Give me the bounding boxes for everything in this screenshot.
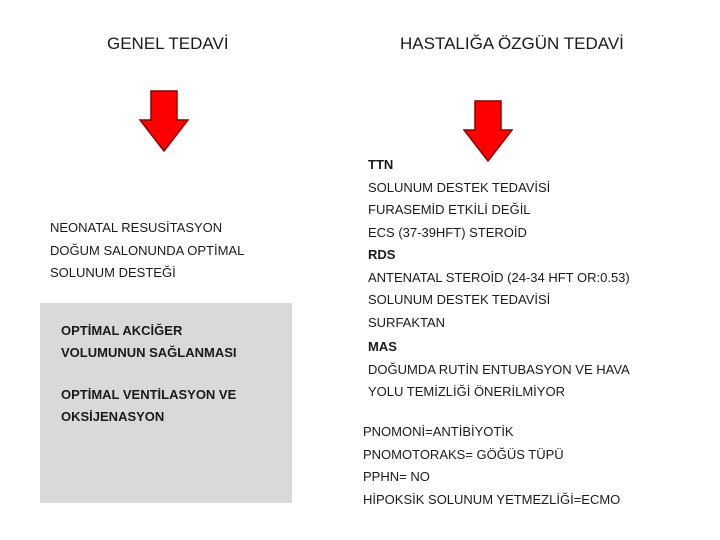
right-down-arrow-icon bbox=[463, 100, 513, 162]
footer-line: PNOMONİ=ANTİBİYOTİK bbox=[363, 424, 514, 439]
disease-specific-list bbox=[368, 154, 630, 404]
section-line: YOLU TEMİZLİĞİ ÖNERİLMİYOR bbox=[368, 384, 565, 399]
section-line: DOĞUMDA RUTİN ENTUBASYON VE HAVA bbox=[368, 361, 630, 377]
section-line: ANTENATAL STEROİD (24-34 HFT OR:0.53) bbox=[368, 269, 630, 285]
left-heading: GENEL TEDAVİ bbox=[107, 34, 229, 53]
box-line: OKSİJENASYON bbox=[61, 409, 165, 424]
box-line: VOLUMUNUN SAĞLANMASI bbox=[61, 345, 237, 360]
intro-line: SOLUNUM DESTEĞİ bbox=[50, 265, 176, 280]
intro-line: NEONATAL RESUSİTASYON bbox=[50, 220, 223, 235]
section-line: FURASEMİD ETKİLİ DEĞİL bbox=[368, 202, 531, 217]
footer-line: HİPOKSİK SOLUNUM YETMEZLİĞİ=ECMO bbox=[363, 491, 621, 507]
section-title-mas: MAS bbox=[368, 339, 397, 354]
box-item-ventilation bbox=[61, 384, 236, 428]
left-intro bbox=[50, 217, 244, 285]
footer-line: PPHN= NO bbox=[363, 469, 430, 484]
section-title-rds: RDS bbox=[368, 247, 396, 262]
right-heading: HASTALIĞA ÖZGÜN TEDAVİ bbox=[400, 34, 624, 53]
footer-line: PNOMOTORAKS= GÖĞÜS TÜPÜ bbox=[363, 446, 564, 462]
section-title-ttn: TTN bbox=[368, 157, 394, 172]
section-line: SOLUNUM DESTEK TEDAVİSİ bbox=[368, 179, 551, 195]
box-line: OPTİMAL VENTİLASYON VE bbox=[61, 387, 237, 402]
other-conditions-list bbox=[363, 421, 620, 511]
left-down-arrow-icon bbox=[139, 90, 189, 152]
intro-line: DOĞUM SALONUNDA OPTİMAL bbox=[50, 242, 245, 258]
section-line: SURFAKTAN bbox=[368, 314, 446, 330]
box-item-lung-volume bbox=[61, 320, 237, 364]
box-line: OPTİMAL AKCİĞER bbox=[61, 323, 183, 338]
section-line: SOLUNUM DESTEK TEDAVİSİ bbox=[368, 292, 551, 307]
section-line: ECS (37-39HFT) STEROİD bbox=[368, 224, 527, 240]
